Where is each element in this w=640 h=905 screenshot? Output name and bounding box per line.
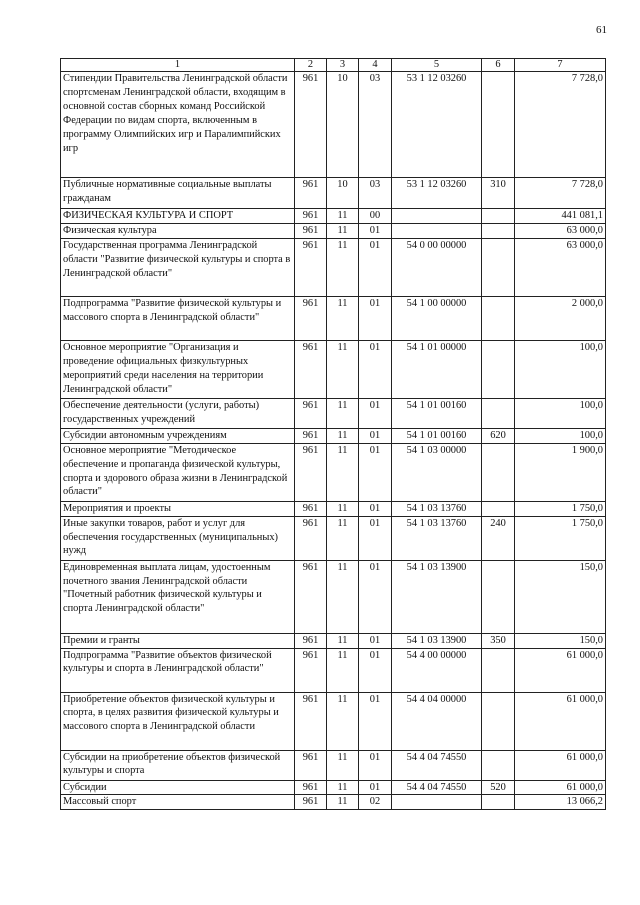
target-article-code: 54 1 01 00160 [392, 428, 482, 443]
section-code: 11 [327, 443, 359, 501]
section-code: 11 [327, 750, 359, 780]
subsection-code: 01 [359, 340, 392, 398]
amount: 150,0 [515, 633, 606, 648]
row-name: Иные закупки товаров, работ и услуг для обеспечения государственных (муниципальных) нужд [61, 516, 295, 560]
table-row [61, 209, 606, 224]
amount: 150,0 [515, 560, 606, 633]
section-code: 10 [327, 72, 359, 178]
table-row [61, 648, 606, 692]
ministry-code: 961 [295, 209, 327, 224]
amount: 2 000,0 [515, 296, 606, 340]
target-article-code: 54 1 03 13760 [392, 516, 482, 560]
row-name: Субсидии автономным учреждениям [61, 428, 295, 443]
subsection-code: 01 [359, 633, 392, 648]
ministry-code: 961 [295, 516, 327, 560]
amount: 100,0 [515, 398, 606, 428]
target-article-code: 54 4 00 00000 [392, 648, 482, 692]
subsection-code: 01 [359, 428, 392, 443]
target-article-code: 54 1 01 00160 [392, 398, 482, 428]
section-code: 11 [327, 516, 359, 560]
column-header: 3 [327, 59, 359, 72]
row-name: Мероприятия и проекты [61, 501, 295, 516]
amount: 61 000,0 [515, 780, 606, 795]
target-article-code [392, 223, 482, 238]
subsection-code: 01 [359, 398, 392, 428]
target-article-code: 54 1 03 00000 [392, 443, 482, 501]
target-article-code: 54 4 04 00000 [392, 692, 482, 750]
table-row [61, 443, 606, 501]
expense-type-code [482, 296, 515, 340]
table-row [61, 560, 606, 633]
target-article-code: 54 1 03 13900 [392, 633, 482, 648]
subsection-code: 01 [359, 560, 392, 633]
section-code: 11 [327, 780, 359, 795]
amount: 1 750,0 [515, 501, 606, 516]
expense-type-code [482, 223, 515, 238]
table-row [61, 633, 606, 648]
section-code: 11 [327, 633, 359, 648]
section-code: 11 [327, 398, 359, 428]
ministry-code: 961 [295, 428, 327, 443]
ministry-code: 961 [295, 178, 327, 209]
page-number: 61 [596, 24, 607, 36]
amount: 63 000,0 [515, 223, 606, 238]
table-row [61, 795, 606, 810]
amount: 13 066,2 [515, 795, 606, 810]
ministry-code: 961 [295, 501, 327, 516]
column-header: 4 [359, 59, 392, 72]
target-article-code: 54 1 03 13760 [392, 501, 482, 516]
expense-type-code: 310 [482, 178, 515, 209]
row-name: Государственная программа Ленинградской области "Развитие физической культуры и спорта в Ленинградской области" [61, 238, 295, 296]
amount: 1 750,0 [515, 516, 606, 560]
subsection-code: 01 [359, 443, 392, 501]
amount: 61 000,0 [515, 750, 606, 780]
row-name: Приобретение объектов физической культуры и спорта, в целях развития физической культуры и массового спорта в Ленинградской области [61, 692, 295, 750]
expense-type-code [482, 340, 515, 398]
row-name: Публичные нормативные социальные выплаты гражданам [61, 178, 295, 209]
subsection-code: 02 [359, 795, 392, 810]
row-name: Физическая культура [61, 223, 295, 238]
ministry-code: 961 [295, 72, 327, 178]
subsection-code: 01 [359, 692, 392, 750]
row-name: Стипендии Правительства Ленинградской области спортсменам Ленинградской области, входящим в основной состав сборных команд Российской Федерации по видам спорта, включенным в программу Олимпийских игр и Паралимпийских игр [61, 72, 295, 178]
section-code: 11 [327, 560, 359, 633]
section-code: 11 [327, 501, 359, 516]
table-row [61, 238, 606, 296]
expense-type-code [482, 501, 515, 516]
subsection-code: 01 [359, 223, 392, 238]
subsection-code: 03 [359, 178, 392, 209]
expense-type-code: 620 [482, 428, 515, 443]
amount: 61 000,0 [515, 648, 606, 692]
expense-type-code [482, 750, 515, 780]
ministry-code: 961 [295, 750, 327, 780]
table-row [61, 750, 606, 780]
row-name: ФИЗИЧЕСКАЯ КУЛЬТУРА И СПОРТ [61, 209, 295, 224]
section-code: 11 [327, 692, 359, 750]
target-article-code: 54 1 03 13900 [392, 560, 482, 633]
row-name: Основное мероприятие "Организация и проведение официальных физкультурных мероприятий среди населения на территории Ленинградской области" [61, 340, 295, 398]
table-row [61, 501, 606, 516]
section-code: 10 [327, 178, 359, 209]
table-row [61, 72, 606, 178]
expense-type-code [482, 209, 515, 224]
row-name: Подпрограмма "Развитие объектов физической культуры и спорта в Ленинградской области" [61, 648, 295, 692]
section-code: 11 [327, 340, 359, 398]
ministry-code: 961 [295, 238, 327, 296]
subsection-code: 03 [359, 72, 392, 178]
row-name: Единовременная выплата лицам, удостоенным почетного звания Ленинградской области "Почетный работник физической культуры и спорта Ленинградской области" [61, 560, 295, 633]
target-article-code [392, 795, 482, 810]
column-header: 6 [482, 59, 515, 72]
row-name: Субсидии на приобретение объектов физической культуры и спорта [61, 750, 295, 780]
table-row [61, 428, 606, 443]
ministry-code: 961 [295, 648, 327, 692]
column-header: 7 [515, 59, 606, 72]
table-row [61, 780, 606, 795]
ministry-code: 961 [295, 443, 327, 501]
amount: 7 728,0 [515, 72, 606, 178]
target-article-code: 54 1 00 00000 [392, 296, 482, 340]
expense-type-code [482, 648, 515, 692]
ministry-code: 961 [295, 795, 327, 810]
expense-type-code [482, 72, 515, 178]
section-code: 11 [327, 795, 359, 810]
row-name: Премии и гранты [61, 633, 295, 648]
amount: 61 000,0 [515, 692, 606, 750]
expense-type-code [482, 795, 515, 810]
subsection-code: 01 [359, 750, 392, 780]
budget-table [60, 58, 606, 810]
subsection-code: 01 [359, 780, 392, 795]
amount: 7 728,0 [515, 178, 606, 209]
row-name: Массовый спорт [61, 795, 295, 810]
section-code: 11 [327, 648, 359, 692]
table-row [61, 340, 606, 398]
table-row [61, 398, 606, 428]
amount: 100,0 [515, 428, 606, 443]
section-code: 11 [327, 296, 359, 340]
expense-type-code: 240 [482, 516, 515, 560]
table-row [61, 178, 606, 209]
row-name: Обеспечение деятельности (услуги, работы) государственных учреждений [61, 398, 295, 428]
target-article-code: 54 4 04 74550 [392, 750, 482, 780]
column-header: 5 [392, 59, 482, 72]
target-article-code: 54 4 04 74550 [392, 780, 482, 795]
expense-type-code [482, 238, 515, 296]
row-name: Основное мероприятие "Методическое обеспечение и пропаганда физической культуры, спорта и здорового образа жизни в Ленинградской области" [61, 443, 295, 501]
amount: 441 081,1 [515, 209, 606, 224]
table-row [61, 516, 606, 560]
row-name: Подпрограмма "Развитие физической культуры и массового спорта в Ленинградской области" [61, 296, 295, 340]
subsection-code: 00 [359, 209, 392, 224]
expense-type-code: 350 [482, 633, 515, 648]
expense-type-code [482, 560, 515, 633]
ministry-code: 961 [295, 398, 327, 428]
target-article-code: 54 0 00 00000 [392, 238, 482, 296]
target-article-code: 54 1 01 00000 [392, 340, 482, 398]
amount: 63 000,0 [515, 238, 606, 296]
ministry-code: 961 [295, 560, 327, 633]
subsection-code: 01 [359, 516, 392, 560]
table-row [61, 296, 606, 340]
column-header: 1 [61, 59, 295, 72]
expense-type-code [482, 443, 515, 501]
target-article-code [392, 209, 482, 224]
ministry-code: 961 [295, 633, 327, 648]
subsection-code: 01 [359, 296, 392, 340]
subsection-code: 01 [359, 238, 392, 296]
section-code: 11 [327, 209, 359, 224]
ministry-code: 961 [295, 340, 327, 398]
column-header: 2 [295, 59, 327, 72]
subsection-code: 01 [359, 648, 392, 692]
target-article-code: 53 1 12 03260 [392, 72, 482, 178]
expense-type-code [482, 398, 515, 428]
ministry-code: 961 [295, 780, 327, 795]
ministry-code: 961 [295, 692, 327, 750]
expense-type-code: 520 [482, 780, 515, 795]
target-article-code: 53 1 12 03260 [392, 178, 482, 209]
row-name: Субсидии [61, 780, 295, 795]
section-code: 11 [327, 223, 359, 238]
ministry-code: 961 [295, 296, 327, 340]
table-row [61, 223, 606, 238]
section-code: 11 [327, 238, 359, 296]
amount: 100,0 [515, 340, 606, 398]
amount: 1 900,0 [515, 443, 606, 501]
subsection-code: 01 [359, 501, 392, 516]
header-row [61, 59, 606, 72]
ministry-code: 961 [295, 223, 327, 238]
table-row [61, 692, 606, 750]
expense-type-code [482, 692, 515, 750]
section-code: 11 [327, 428, 359, 443]
